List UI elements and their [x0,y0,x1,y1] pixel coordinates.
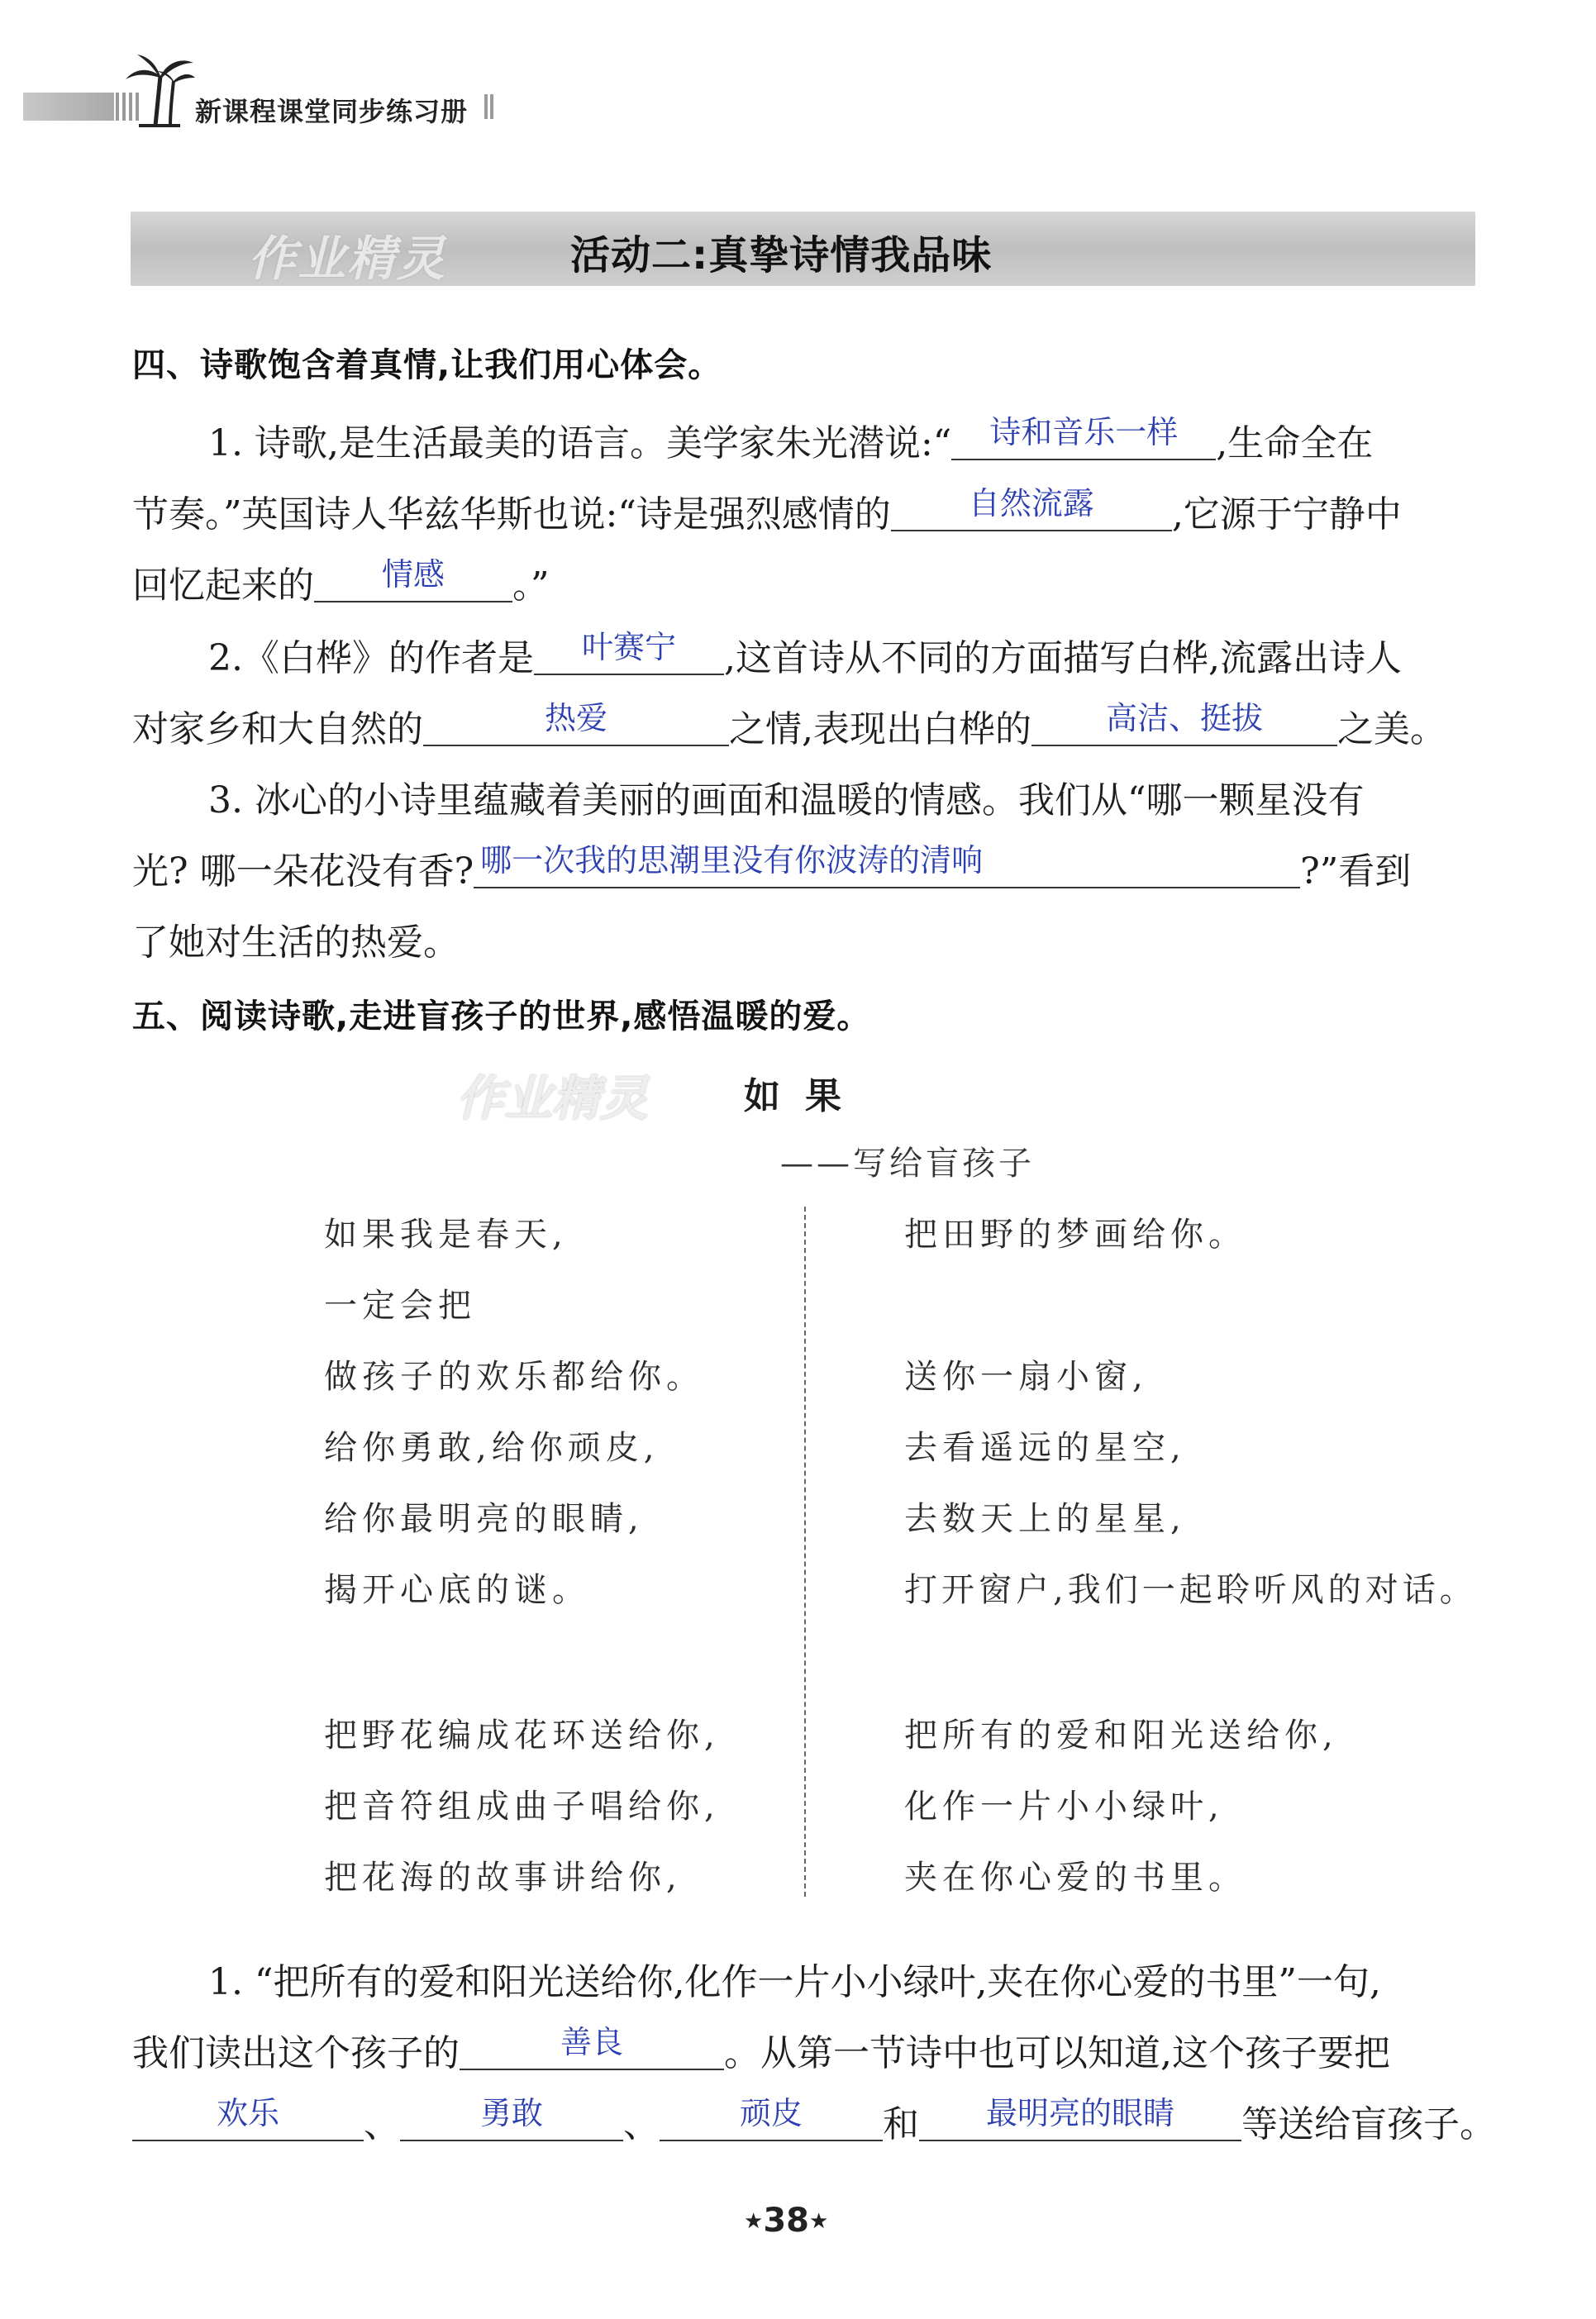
star-icon: ★ [744,2209,764,2234]
answer-blank[interactable]: 善良 [460,2026,724,2070]
poem-line: 把野花编成花环送给你, [324,1717,720,1755]
poem-line: 给你勇敢,给你顽皮, [324,1429,660,1467]
q4-3-line3: 了她对生活的热爱。 [132,921,460,964]
answer-blank[interactable]: 热爱 [423,702,729,746]
answer-blank[interactable]: 顽皮 [660,2097,883,2141]
q4-1-line2: 节奏。”英国诗人华兹华斯也说:“诗是强烈感情的 自然流露 ,它源于宁静中 [132,485,1402,536]
poem-line: 做孩子的欢乐都给你。 [324,1358,704,1396]
poem-title: 如果 [744,1075,866,1117]
poem-line: 把音符组成曲子唱给你, [324,1788,720,1826]
header-title: 新课程课堂同步练习册 [195,96,469,127]
q4-2-line1: 2.《白桦》的作者是 叶赛宁 ,这首诗从不同的方面描写白桦,流露出诗人 [208,629,1402,679]
poem-line: 去数天上的星星, [904,1500,1186,1538]
answer-blank[interactable]: 欢乐 [132,2097,364,2141]
header-bar [23,93,114,121]
poem-line: 一定会把 [324,1287,476,1325]
watermark-logo: 作业精灵 [456,1070,649,1126]
poem-line: 把所有的爱和阳光送给你, [904,1717,1338,1755]
section-5-heading: 五、阅读诗歌,走进盲孩子的世界,感悟温暖的爱。 [132,998,871,1036]
answer-blank[interactable]: 高洁、挺拔 [1031,702,1337,746]
q4-1-line1: 1. 诗歌,是生活最美的语言。美学家朱光潜说:“ 诗和音乐一样 ,生命全在 [208,414,1374,464]
poem-subtitle: ——写给盲孩子 [780,1145,1035,1183]
answer-blank[interactable]: 诗和音乐一样 [951,416,1216,460]
header-stripes-right [484,94,496,119]
answer-blank[interactable]: 自然流露 [891,487,1172,531]
poem-line: 把花海的故事讲给你, [324,1859,682,1897]
answer-blank[interactable]: 哪一次我的思潮里没有你波涛的清响 [474,844,1300,888]
watermark-logo: 作业精灵 [248,231,447,287]
q5-1-line2: 我们读出这个孩子的 善良 。从第一节诗中也可以知道,这个孩子要把 [132,2024,1390,2074]
q4-3-line1: 3. 冰心的小诗里蕴藏着美丽的画面和温暖的情感。我们从“哪一颗星没有 [208,779,1365,821]
answer-blank[interactable]: 勇敢 [400,2097,623,2141]
answer-blank[interactable]: 最明亮的眼睛 [919,2097,1241,2141]
star-icon: ★ [808,2209,829,2234]
poem-line: 打开窗户,我们一起聆听风的对话。 [904,1571,1477,1609]
q4-1-line3: 回忆起来的 情感 。” [132,556,550,607]
poem-line: 夹在你心爱的书里。 [904,1859,1246,1897]
q5-1-line3: 欢乐 、 勇敢 、 顽皮 和 最明亮的眼睛 等送给盲孩子。 [132,2094,1496,2147]
palm-tree-icon [122,51,195,127]
q5-1-line1: 1. “把所有的爱和阳光送给你,化作一片小小绿叶,夹在你心爱的书里”一句, [208,1961,1381,2003]
poem-line: 送你一扇小窗, [904,1358,1148,1396]
poem-line: 给你最明亮的眼睛, [324,1500,644,1538]
q4-2-line2: 对家乡和大自然的 热爱 之情,表现出白桦的 高洁、挺拔 之美。 [132,700,1446,750]
answer-blank[interactable]: 情感 [314,558,512,602]
poem-line: 去看遥远的星空, [904,1429,1186,1467]
poem-line: 化作一片小小绿叶, [904,1788,1224,1826]
activity-title: 活动二:真挚诗情我品味 [570,232,993,279]
q4-3-line2: 光? 哪一朵花没有香? 哪一次我的思潮里没有你波涛的清响 ?”看到 [132,842,1412,893]
section-4-heading: 四、诗歌饱含着真情,让我们用心体会。 [132,346,722,384]
poem-line: 把田野的梦画给你。 [904,1216,1246,1254]
page-number: ★38★ [744,2202,829,2240]
poem-line: 揭开心底的谜。 [324,1571,590,1609]
poem-divider [804,1207,806,1897]
answer-blank[interactable]: 叶赛宁 [534,631,724,675]
poem-line: 如果我是春天, [324,1216,568,1254]
